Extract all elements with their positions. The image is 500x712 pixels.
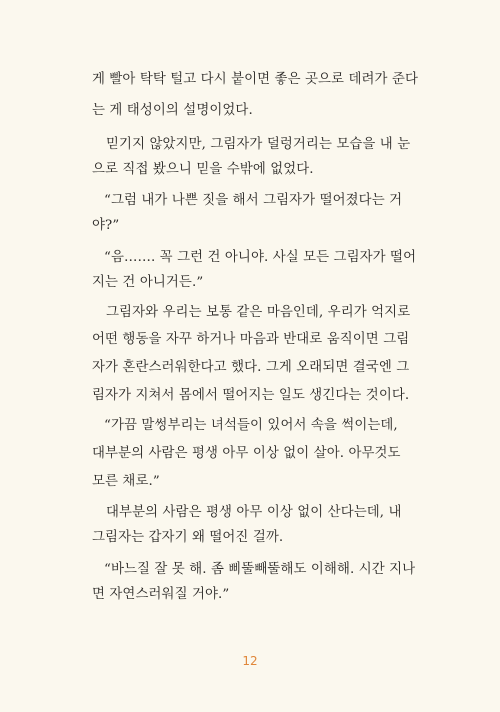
text-line: 믿기지 않았지만, 그림자가 덜렁거리는 모습을 내 눈 [106, 137, 411, 152]
dialogue-line: “그럼 내가 나쁜 짓을 해서 그림자가 떨어졌다는 거 [104, 193, 403, 208]
text-line: 게 빨아 탁탁 털고 다시 붙이면 좋은 곳으로 데려가 준다 [92, 72, 418, 87]
dialogue-line: “바느질 잘 못 해. 좀 삐뚤빼뚤해도 이해해. 시간 지나 [104, 562, 416, 577]
dialogue-line: 모른 채로.” [92, 474, 160, 489]
text-line: 대부분의 사람은 평생 아무 이상 없이 산다는데, 내 [106, 505, 402, 520]
page-number: 12 [242, 654, 258, 668]
dialogue-line: 지는 건 아니거든.” [92, 275, 204, 290]
dialogue-line: 대부분의 사람은 평생 아무 이상 없이 살아. 아무것도 [92, 446, 401, 461]
text-line: 는 게 태성이의 설명이었다. [92, 103, 253, 118]
text-line: 어떤 행동을 자꾸 하거나 마음과 반대로 움직이면 그림 [92, 332, 410, 347]
dialogue-line: “가끔 말썽부리는 녀석들이 있어서 속을 썩이는데, [104, 418, 398, 433]
dialogue-line: 야?” [92, 218, 120, 233]
text-line: 자가 혼란스러워한다고 했다. 그게 오래되면 결국엔 그 [92, 360, 410, 375]
text-line: 그림자와 우리는 보통 같은 마음인데, 우리가 억지로 [106, 305, 411, 320]
text-line: 그림자는 갑자기 왜 떨어진 걸까. [92, 530, 284, 545]
dialogue-line: 면 자연스러워질 거야.” [92, 587, 230, 602]
text-line: 으로 직접 봤으니 믿을 수밖에 없었다. [92, 162, 314, 177]
dialogue-line: “음……. 꼭 그런 건 아니야. 사실 모든 그림자가 떨어 [104, 250, 417, 265]
text-line: 림자가 지쳐서 몸에서 떨어지는 일도 생긴다는 것이다. [92, 388, 410, 403]
